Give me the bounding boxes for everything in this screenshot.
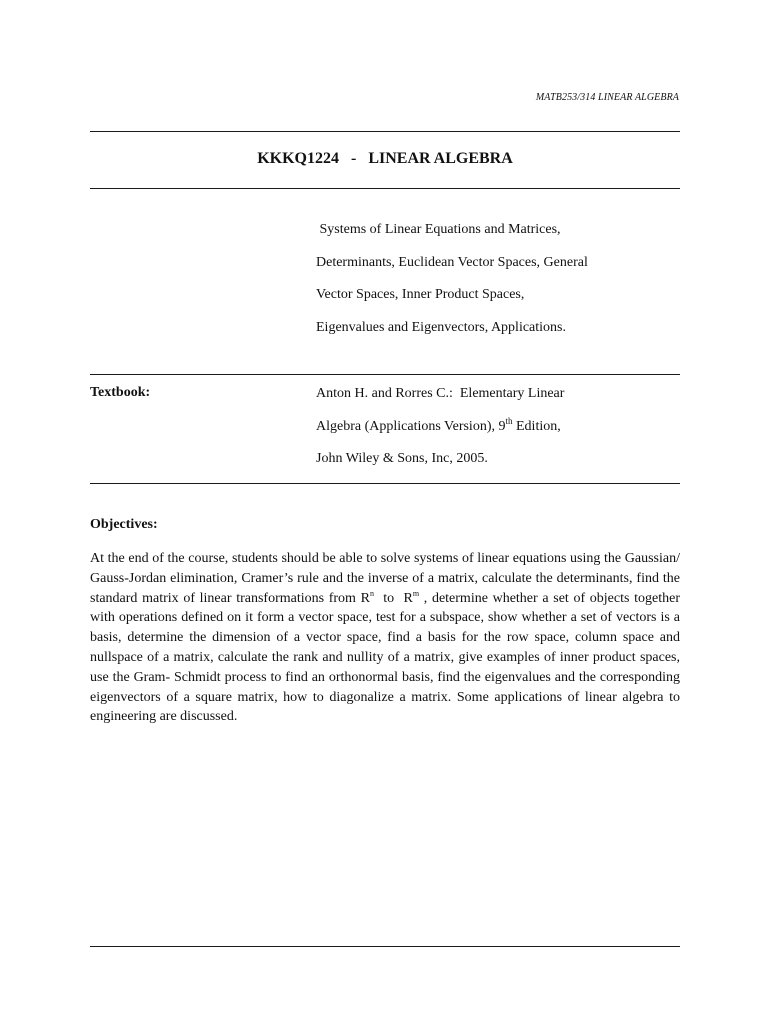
objectives-text-3: , determine whether a set of objects together with operations defined on it form a vector space, test for a subspace, show whether a set of vectors is a basis, determine the dimension of a vector space, find a basis for the row space, column space and nullspace of a matrix, calculate the rank and nullity of a matrix, give examples of inner product spaces, use the Gram- Schmidt process to find an orthonormal basis, find the eigenvalues and the corresponding eigenvectors of a square matrix, how to diagonalize a matrix. Some applications of linear algebra to engineering are discussed. [90, 590, 680, 725]
textbook-rule [90, 483, 680, 484]
objectives-paragraph [90, 549, 680, 727]
course-title: KKKQ1224 - LINEAR ALGEBRA [257, 150, 513, 167]
textbook-line-2 [316, 415, 696, 451]
running-header: MATB253/314 LINEAR ALGEBRA [535, 92, 679, 103]
objectives-label: Objectives: [90, 517, 158, 532]
objectives-superscript-m: m [412, 588, 420, 598]
bottom-rule [90, 946, 680, 947]
textbook-reference [316, 385, 696, 483]
objectives-superscript-n: n [369, 588, 374, 598]
textbook-line-2-suffix: Edition, [512, 418, 561, 434]
title-rule [90, 188, 680, 189]
top-rule [90, 131, 680, 132]
synopsis-rule [90, 374, 680, 375]
edition-superscript: th [505, 415, 513, 426]
objectives-text-1: At the end of the course, students should be able to solve systems of linear equations using the Gaussian/ Gauss-Jordan elimination, Cramer’s rule and the inverse of a matrix, calculate the determinants, find the standard matrix of linear transformations from R [90, 551, 680, 606]
synopsis-line: Eigenvalues and Eigenvectors, Applications. [316, 319, 566, 335]
textbook-line-1: Anton H. and Rorres C.: Elementary Linear [316, 386, 565, 401]
textbook-label: Textbook: [90, 385, 151, 400]
textbook-line-2-text: Algebra (Applications Version), 9 [316, 418, 506, 434]
objectives-text-2: to R [373, 590, 413, 606]
textbook-line-3: John Wiley & Sons, Inc, 2005. [316, 451, 488, 466]
synopsis [316, 218, 696, 348]
synopsis-line: Determinants, Euclidean Vector Spaces, General [316, 254, 588, 270]
synopsis-line: Vector Spaces, Inner Product Spaces, [316, 287, 525, 302]
synopsis-line: Systems of Linear Equations and Matrices, [316, 222, 561, 237]
